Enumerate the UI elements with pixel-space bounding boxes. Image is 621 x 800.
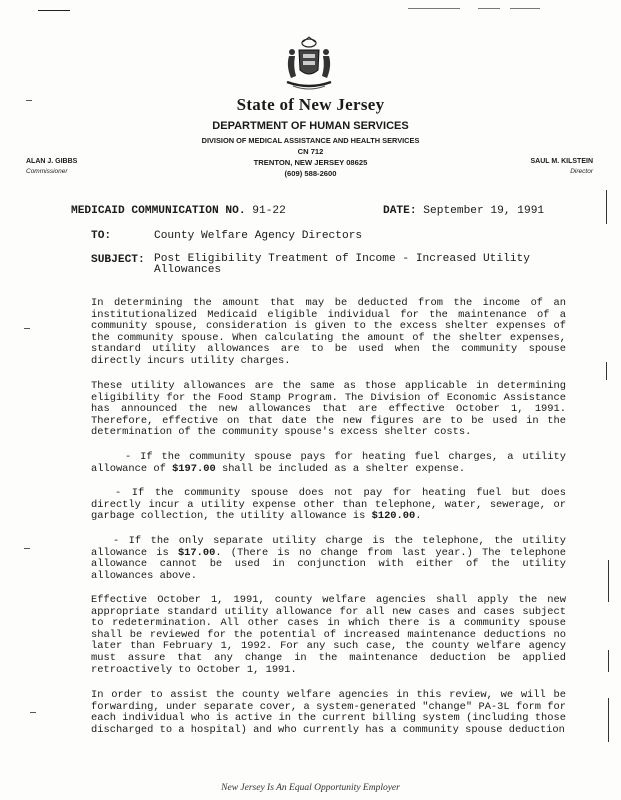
paragraph-heating-allowance (91, 452, 566, 475)
p4-text-post: . (415, 510, 422, 523)
date-line (383, 205, 544, 217)
scan-mark (608, 698, 609, 742)
p5-text-pre: - If the only separate utility charge is the telephone, the utility allowance is (91, 535, 566, 559)
p4-text-pre: - If the community spouse does not pay for heating fuel but does directly incur a utility expense other than telephone, water, sewerage, or garbage collection, the utility allowance is (91, 487, 566, 523)
paragraph-2: These utility allowances are the same as those applicable in determining eligibility for the Food Stamp Program. The Division of Economic Assistance has announced the new allowances that are effective October 1, 1991. Therefore, effective on that date the new figures are to be used in the determination of the community spouse's excess shelter costs. (91, 380, 566, 439)
scan-mark (408, 8, 460, 9)
p3-text-post: shall be included as a shelter expense. (215, 462, 466, 475)
commissioner-name: ALAN J. GIBBS (26, 158, 78, 165)
scan-mark (38, 10, 70, 11)
phone-number: (609) 588-2600 (284, 169, 337, 178)
department-name: DEPARTMENT OF HUMAN SERVICES (212, 120, 409, 132)
heating-allowance-amount: $197.00 (172, 462, 216, 475)
telephone-allowance-amount: $17.00 (177, 546, 216, 559)
paragraph-non-heating-allowance (91, 488, 566, 523)
scan-mark (510, 8, 540, 9)
commissioner-title: Commissioner (26, 168, 68, 175)
scan-mark (608, 560, 609, 602)
subject-label: SUBJECT: (91, 254, 145, 266)
p3-text-pre: - If the community spouse pays for heating fuel charges, a utility allowance of (91, 451, 566, 475)
date-label: DATE: (383, 205, 417, 217)
p5-text-post: . (There is no change from last year.) The telephone allowance cannot be used in conjunction with either of the utility allowances above. (91, 546, 566, 582)
subject-value: Post Eligibility Treatment of Income - Increased Utility Allowances (154, 253, 530, 276)
to-label: TO: (91, 230, 112, 242)
footer-text: New Jersey Is An Equal Opportunity Employer (221, 783, 400, 793)
scan-mark (24, 548, 30, 549)
non-heating-allowance-amount: $120.00 (371, 510, 416, 523)
communication-number-line (71, 205, 286, 217)
state-title: State of New Jersey (236, 95, 385, 114)
cn-number: CN 712 (297, 147, 324, 156)
scan-mark (30, 712, 36, 713)
address: TRENTON, NEW JERSEY 08625 (253, 158, 368, 167)
scan-mark (24, 328, 30, 329)
communication-label: MEDICAID COMMUNICATION NO. (71, 205, 246, 217)
date-value: September 19, 1991 (423, 205, 545, 217)
state-seal-icon (283, 36, 335, 92)
paragraph-7: In order to assist the county welfare agencies in this review, we will be forwarding, under separate cover, a system-generated "change" PA-3L form for each individual who is active in the current billing system (including those discharged to a hospital) and who currently has a community spouse deduction (91, 689, 566, 736)
director-title: Director (570, 168, 593, 175)
division-name: DIVISION OF MEDICAL ASSISTANCE AND HEALTH SERVICES (201, 136, 420, 145)
paragraph-telephone-allowance (91, 536, 566, 582)
paragraph-6: Effective October 1, 1991, county welfare agencies shall apply the new appropriate standard utility allowance for all new cases and cases subject to redetermination. All other cases in which there is a community spouse shall be reviewed for the potential of increased maintenance deductions no later than February 1, 1992. For any such case, the county welfare agency must assure that any change in the maintenance deduction be applied retroactively to October 1, 1991. (91, 594, 566, 676)
scan-mark (606, 362, 607, 380)
scan-mark (606, 190, 607, 224)
scan-mark (478, 8, 500, 9)
scan-mark (608, 650, 609, 672)
to-value: County Welfare Agency Directors (154, 230, 363, 242)
communication-number: 91-22 (252, 205, 286, 217)
director-name: SAUL M. KILSTEIN (530, 158, 593, 165)
paragraph-1: In determining the amount that may be deducted from the income of an institutionalized Medicaid eligible individual for the maintenance of a community spouse, consideration is given to the excess shelter expenses of the community spouse. When calculating the amount of the shelter expenses, standard utility allowances are to be used when the community spouse directly incurs utility charges. (91, 297, 566, 367)
